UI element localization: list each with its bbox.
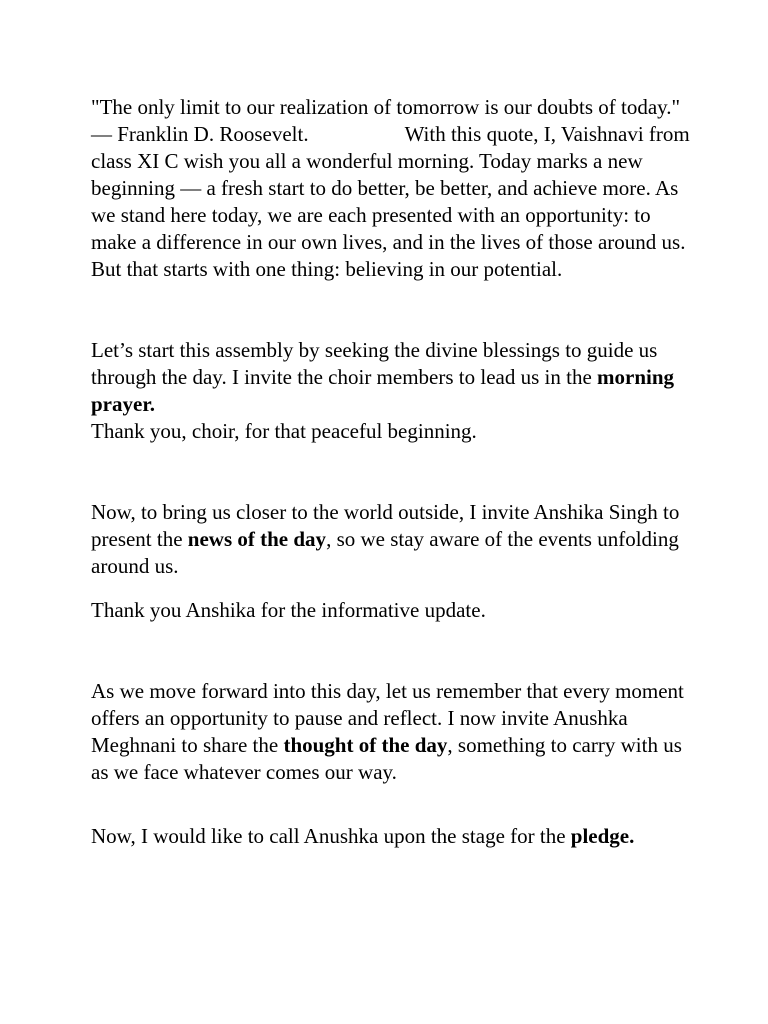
- paragraph-spacer: [91, 283, 691, 337]
- choir-thanks-paragraph: Thank you, choir, for that peaceful beginning.: [91, 419, 477, 443]
- document-body: [91, 94, 691, 850]
- news-outro-text: , so we stay aware of the events unfolding around us.: [91, 527, 679, 578]
- prayer-paragraph: [91, 337, 691, 418]
- paragraph-spacer: [91, 786, 691, 823]
- paragraph-spacer: [91, 445, 691, 499]
- pledge-intro-text: Now, I would like to call Anushka upon the stage for the: [91, 824, 571, 848]
- thought-intro-text: As we move forward into this day, let us remember that every moment offers an opportunity to pause and reflect. I now invite Anushka Meghnani to share the: [91, 679, 684, 757]
- thought-paragraph: [91, 678, 691, 786]
- news-thanks-paragraph: Thank you Anshika for the informative update.: [91, 598, 486, 622]
- prayer-intro-text: Let’s start this assembly by seeking the divine blessings to guide us through the day. I invite the choir members to lead us in the: [91, 338, 658, 389]
- morning-prayer-label: morning prayer.: [91, 365, 675, 416]
- opening-paragraph: [91, 94, 691, 283]
- pledge-label: pledge.: [570, 824, 635, 848]
- news-of-the-day-label: news of the day: [187, 527, 327, 551]
- news-paragraph: [91, 499, 691, 580]
- opening-text: With this quote, I, Vaishnavi from class XI C wish you all a wonderful morning. Today marks a new beginning — a fresh start to do better, be better, and achieve more. As we stand here today, we are each presented with an opportunity: to make a difference in our own lives, and in the lives of those around us. But that starts with one thing: believing in our potential.: [91, 122, 690, 281]
- paragraph-spacer: [91, 624, 691, 678]
- news-intro-text: Now, to bring us closer to the world outside, I invite Anshika Singh to present the: [91, 500, 680, 551]
- roosevelt-quote: "The only limit to our realization of tomorrow is our doubts of today." — Franklin D. Roosevelt.: [91, 95, 681, 146]
- paragraph-spacer: [91, 580, 691, 597]
- thought-of-the-day-label: thought of the day: [283, 733, 448, 757]
- thought-outro-text: , something to carry with us as we face whatever comes our way.: [91, 733, 682, 784]
- pledge-paragraph: [91, 823, 691, 850]
